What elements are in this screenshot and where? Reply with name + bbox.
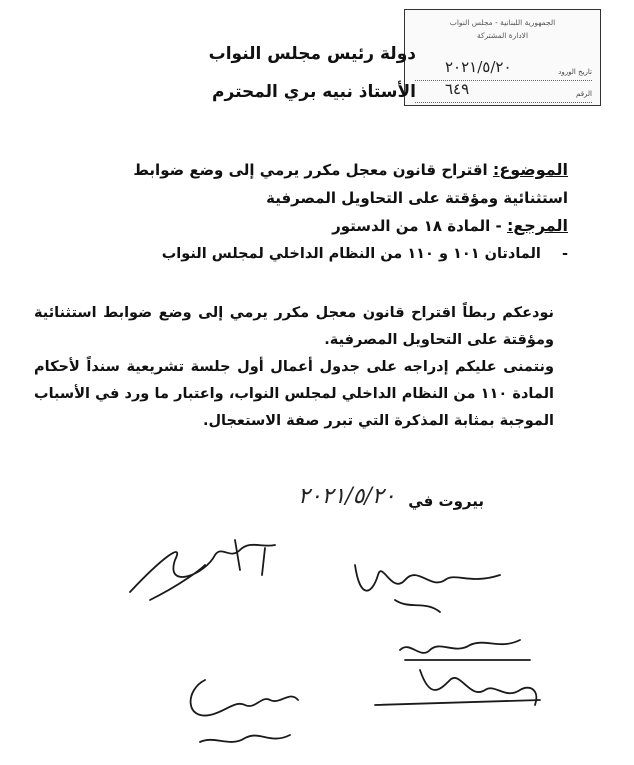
reference-line: المرجع: - المادة ١٨ من الدستور	[332, 216, 568, 235]
stamp-number-label: الرقم	[576, 90, 592, 98]
signature-3	[400, 640, 530, 660]
signature-5	[191, 680, 298, 742]
signature-2	[355, 565, 500, 612]
subject-label: الموضوع:	[492, 160, 568, 179]
body-paragraph-2: ونتمنى عليكم إدراجه على جدول أعمال أول جلسة تشريعية سنداً لأحكام المادة ١١٠ من النظام الداخلي لمجلس النواب، واعتبار ما ورد في الأسباب الموجبة بمثابة المذكرة التي تبرر صفة الاستعجال.	[34, 359, 554, 429]
place-label: بيروت في	[408, 492, 484, 510]
signature-4	[375, 670, 540, 705]
addressee-title: دولة رئيس مجلس النواب	[208, 44, 416, 64]
stamp-number-value: ٦٤٩	[445, 80, 470, 98]
reference-item-1: المادة ١٨ من الدستور	[332, 217, 491, 235]
body-paragraph-1: نودعكم ربطاً اقتراح قانون معجل مكرر يرمي إلى وضع ضوابط استثنائية ومؤقتة على التحاويل المصرفية.	[34, 305, 554, 348]
reference-item-2-line: - المادتان ١٠١ و ١١٠ من النظام الداخلي لمجلس النواب	[161, 246, 568, 262]
signature-1	[130, 540, 275, 600]
stamp-date-label: تاريخ الورود	[558, 68, 592, 76]
stamp-header: الجمهورية اللبنانية - مجلس النواب	[449, 18, 556, 27]
handwritten-date: ٢٠٢١/٥/٢٠	[298, 484, 396, 509]
subject-text: اقتراح قانون معجل مكرر يرمي إلى وضع ضوابط استثنائية ومؤقتة على التحاويل المصرفية	[133, 161, 568, 207]
addressee-name: الأستاذ نبيه بري المحترم	[212, 82, 416, 102]
stamp-department: الادارة المشتركة	[476, 31, 529, 40]
stamp-date-value: ٢٠٢١/٥/٢٠	[445, 58, 512, 76]
reference-label: المرجع:	[506, 216, 568, 235]
reference-item-2: المادتان ١٠١ و ١١٠ من النظام الداخلي لمجلس النواب	[161, 246, 541, 262]
